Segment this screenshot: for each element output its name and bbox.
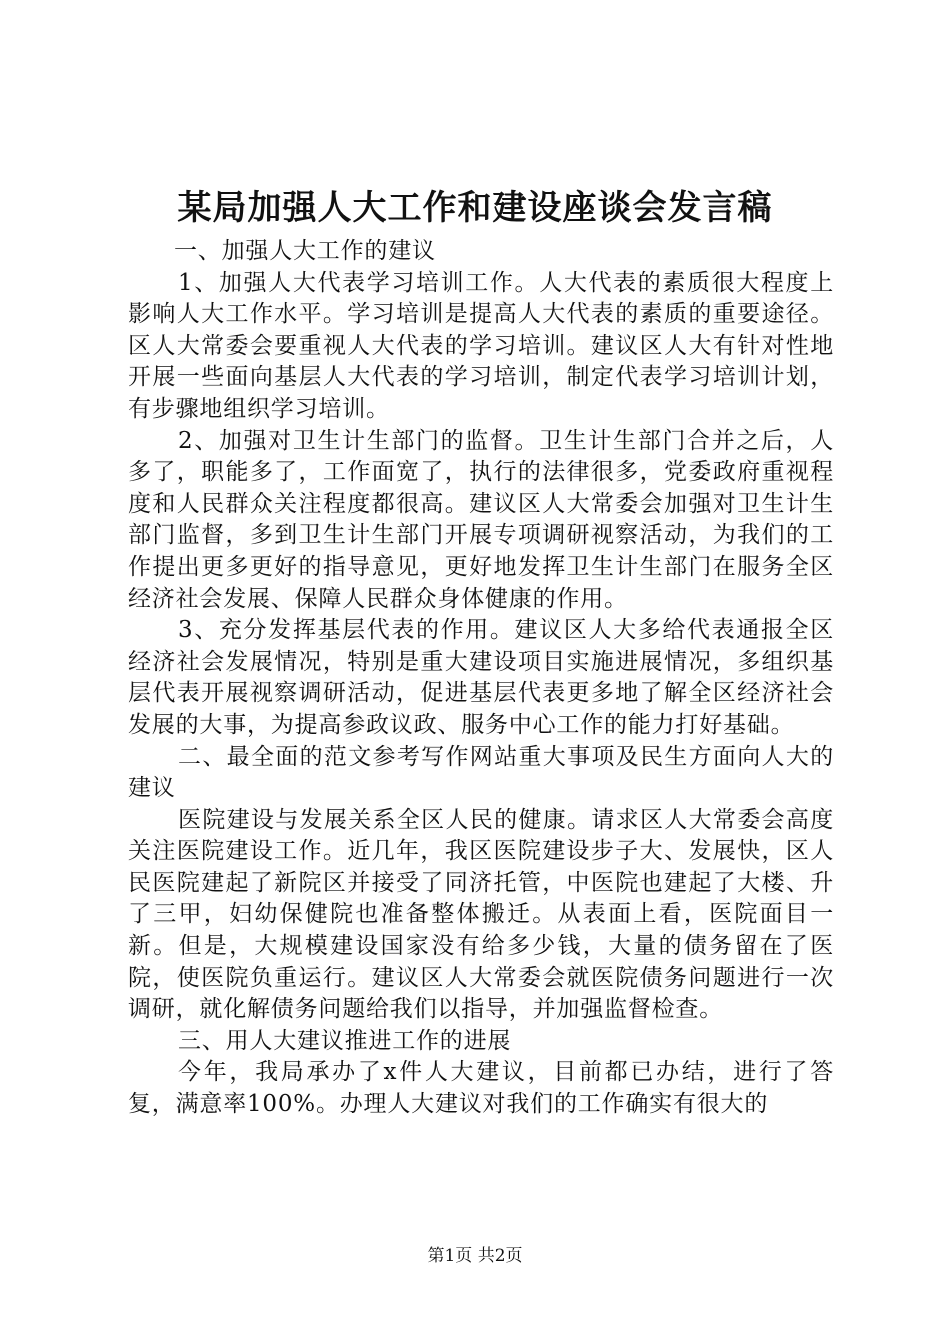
document-body xyxy=(128,236,834,1121)
paragraph-4: 医院建设与发展关系全区人民的健康。请求区人大常委会高度关注医院建设工作。近几年，我区医院建设步子大、发展快，区人民医院建起了新院区并接受了同济托管，中医院也建起了大楼、升了三甲，妇幼保健院也准备整体搬迁。从表面上看，医院面目一新。但是，大规模建设国家没有给多少钱，大量的债务留在了医院，使医院负重运行。建议区人大常委会就医院债务问题进行一次调研，就化解债务问题给我们以指导，并加强监督检查。 xyxy=(128,806,834,1023)
section-heading-3: 三、用人大建议推进工作的进展 xyxy=(178,1027,512,1054)
paragraph-1: 1、加强人大代表学习培训工作。人大代表的素质很大程度上影响人大工作水平。学习培训是提高人大代表的素质的重要途径。区人大常委会要重视人大代表的学习培训。建议区人大有针对性地开展一些面向基层人大代表的学习培训，制定代表学习培训计划，有步骤地组织学习培训。 xyxy=(128,269,834,422)
document-title: 某局加强人大工作和建设座谈会发言稿 xyxy=(177,188,773,228)
section-heading-2: 二、最全面的范文参考写作网站重大事项及民生方面向人大的建议 xyxy=(128,743,834,802)
page-footer: 第1页 共2页 xyxy=(427,1246,523,1266)
paragraph-5: 今年，我局承办了x件人大建议，目前都已办结，进行了答复，满意率100%。办理人大建议对我们的工作确实有很大的 xyxy=(128,1059,834,1118)
paragraph-2: 2、加强对卫生计生部门的监督。卫生计生部门合并之后，人多了，职能多了，工作面宽了，执行的法律很多，党委政府重视程度和人民群众关注程度都很高。建议区人大常委会加强对卫生计生部门监督，多到卫生计生部门开展专项调研视察活动，为我们的工作提出更多更好的指导意见，更好地发挥卫生计生部门在服务全区经济社会发展、保障人民群众身体健康的作用。 xyxy=(128,427,834,612)
section-heading-1: 一、加强人大工作的建议 xyxy=(174,238,436,264)
paragraph-3: 3、充分发挥基层代表的作用。建议区人大多给代表通报全区经济社会发展情况，特别是重大建设项目实施进展情况，多组织基层代表开展视察调研活动，促进基层代表更多地了解全区经济社会发展的大事，为提高参政议政、服务中心工作的能力打好基础。 xyxy=(128,617,834,738)
